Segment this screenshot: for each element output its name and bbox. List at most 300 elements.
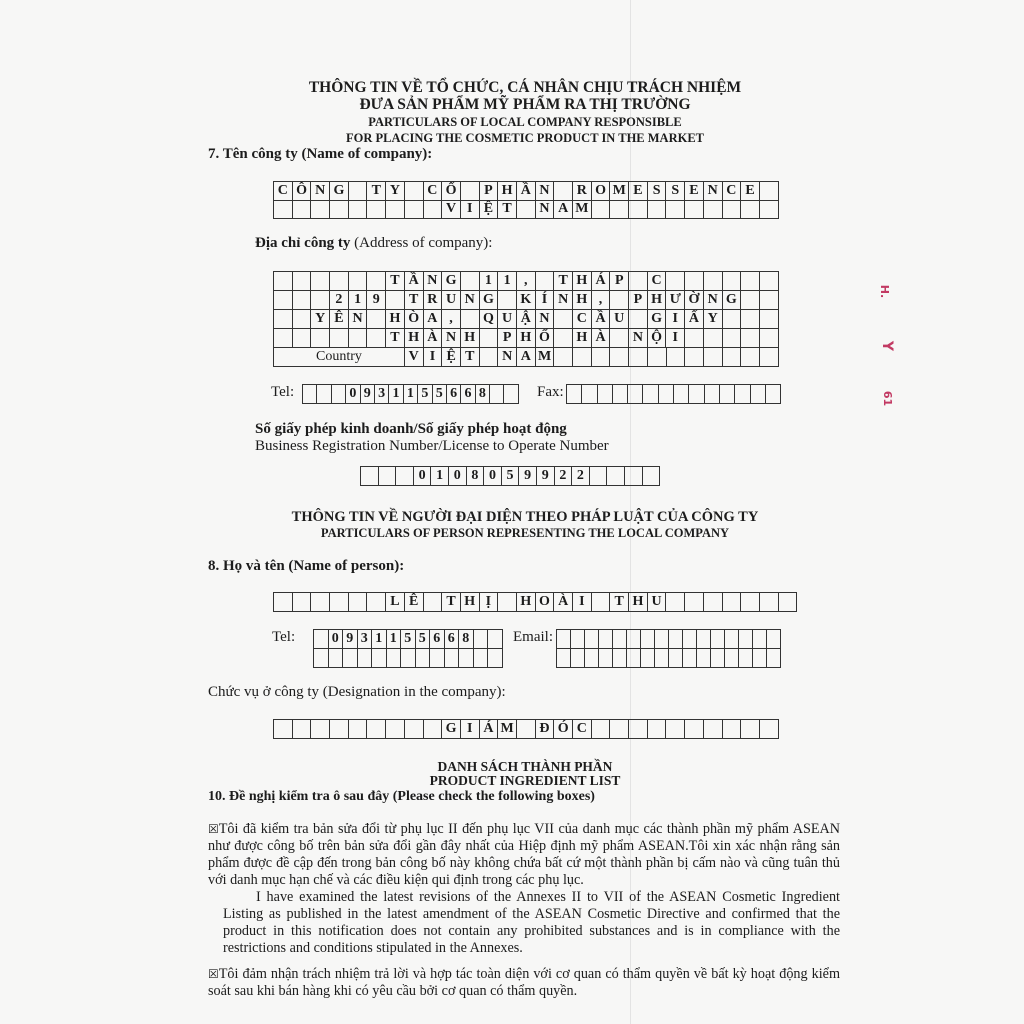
char-box[interactable]: T [610,593,629,612]
char-box[interactable]: C [573,310,592,329]
char-box[interactable]: 1 [389,385,403,404]
char-box[interactable]: N [536,182,555,201]
char-box[interactable]: 9 [343,630,358,649]
char-box[interactable]: Í [536,291,555,310]
char-box[interactable] [405,182,424,201]
char-box[interactable] [293,329,312,348]
char-box[interactable]: Ổ [442,182,461,201]
char-box[interactable] [536,272,555,291]
char-box[interactable]: N [554,291,573,310]
char-box[interactable]: H [648,291,667,310]
char-box[interactable] [610,720,629,739]
char-box[interactable] [641,649,655,668]
char-box[interactable] [685,272,704,291]
char-box[interactable] [723,310,742,329]
char-box[interactable]: 0 [346,385,360,404]
char-box[interactable] [723,720,742,739]
char-box[interactable]: 5 [416,630,431,649]
char-box[interactable] [760,593,779,612]
char-box[interactable] [643,467,661,486]
char-box[interactable]: N [629,329,648,348]
char-box[interactable] [424,720,443,739]
char-box[interactable]: H [405,329,424,348]
char-box[interactable]: 2 [555,467,573,486]
char-box[interactable] [627,649,641,668]
char-box[interactable]: T [554,272,573,291]
char-box[interactable] [648,348,667,367]
char-box[interactable]: Ị [480,593,499,612]
char-box[interactable] [711,630,725,649]
char-box[interactable] [592,201,611,220]
char-box[interactable] [424,593,443,612]
char-box[interactable] [480,329,499,348]
char-box[interactable] [674,385,689,404]
char-box[interactable] [767,649,781,668]
char-box[interactable] [554,348,573,367]
char-box[interactable]: N [704,291,723,310]
char-box[interactable]: T [442,593,461,612]
char-box[interactable] [659,385,674,404]
char-box[interactable]: H [573,272,592,291]
char-box[interactable] [416,649,431,668]
char-box[interactable]: 5 [401,630,416,649]
char-box[interactable] [386,201,405,220]
char-box[interactable] [666,720,685,739]
char-box[interactable] [648,720,667,739]
char-box[interactable] [666,593,685,612]
char-box[interactable]: H [573,329,592,348]
char-box[interactable] [613,630,627,649]
char-box[interactable] [723,593,742,612]
char-box[interactable] [705,385,720,404]
char-box[interactable]: E [741,182,760,201]
char-box[interactable] [311,329,330,348]
char-box[interactable] [498,593,517,612]
char-box[interactable] [554,329,573,348]
char-box[interactable] [372,649,387,668]
char-box[interactable] [685,329,704,348]
char-box[interactable] [760,272,779,291]
char-box[interactable] [573,348,592,367]
char-box[interactable] [367,272,386,291]
char-box[interactable]: I [666,329,685,348]
char-box[interactable] [311,272,330,291]
char-box[interactable] [349,272,368,291]
char-box[interactable] [741,201,760,220]
char-box[interactable] [741,291,760,310]
checkbox-checked-2[interactable]: ☒ [208,967,219,981]
char-box[interactable]: A [554,201,573,220]
char-box[interactable]: 0 [414,467,432,486]
char-box[interactable] [628,385,643,404]
char-box[interactable] [685,720,704,739]
char-box[interactable]: Ố [536,329,555,348]
char-box[interactable] [330,272,349,291]
char-box[interactable] [274,272,293,291]
char-box[interactable]: 8 [459,630,474,649]
char-box[interactable] [655,630,669,649]
char-box[interactable] [461,272,480,291]
char-box[interactable]: U [498,310,517,329]
char-box[interactable]: À [554,593,573,612]
char-box[interactable] [582,385,597,404]
char-box[interactable]: Y [311,310,330,329]
char-box[interactable]: A [517,348,536,367]
char-box[interactable] [760,720,779,739]
char-box[interactable]: K [517,291,536,310]
char-box[interactable] [405,201,424,220]
char-box[interactable] [641,630,655,649]
char-box[interactable] [704,720,723,739]
char-box[interactable] [598,385,613,404]
char-box[interactable] [592,720,611,739]
char-box[interactable]: 5 [502,467,520,486]
char-box[interactable] [311,720,330,739]
char-box[interactable]: 1 [498,272,517,291]
char-box[interactable] [753,649,767,668]
char-box[interactable] [723,348,742,367]
char-box[interactable]: 3 [375,385,389,404]
char-box[interactable] [332,385,346,404]
char-box[interactable]: T [405,291,424,310]
char-box[interactable] [779,593,798,612]
char-box[interactable]: Q [480,310,499,329]
char-box[interactable]: 1 [431,467,449,486]
char-box[interactable] [648,201,667,220]
char-box[interactable]: E [685,182,704,201]
char-box[interactable]: G [442,272,461,291]
char-box[interactable] [361,467,379,486]
char-box[interactable]: Ệ [442,348,461,367]
char-box[interactable] [666,272,685,291]
char-box[interactable] [405,720,424,739]
char-box[interactable] [725,630,739,649]
char-box[interactable]: Ậ [517,310,536,329]
char-box[interactable]: T [461,348,480,367]
char-box[interactable]: 6 [447,385,461,404]
char-box[interactable]: N [311,182,330,201]
char-box[interactable]: T [498,201,517,220]
char-box[interactable] [751,385,766,404]
char-box[interactable]: V [442,201,461,220]
char-box[interactable] [401,649,416,668]
char-box[interactable] [760,310,779,329]
char-box[interactable] [643,385,658,404]
char-box[interactable]: H [498,182,517,201]
char-box[interactable]: 0 [484,467,502,486]
char-box[interactable]: N [424,272,443,291]
char-box[interactable]: 9 [537,467,555,486]
char-box[interactable] [689,385,704,404]
char-box[interactable]: 5 [433,385,447,404]
char-box[interactable] [666,201,685,220]
char-box[interactable]: 1 [404,385,418,404]
char-box[interactable] [554,310,573,329]
char-box[interactable]: 9 [519,467,537,486]
char-box[interactable]: P [610,272,629,291]
char-box[interactable] [629,720,648,739]
char-box[interactable] [697,649,711,668]
char-box[interactable]: 0 [329,630,344,649]
char-box[interactable]: 3 [358,630,373,649]
char-box[interactable]: A [424,310,443,329]
char-box[interactable]: Ệ [480,201,499,220]
char-box[interactable] [571,649,585,668]
char-box[interactable] [474,630,489,649]
char-box[interactable]: 8 [467,467,485,486]
char-box[interactable]: Ầ [405,272,424,291]
char-box[interactable] [585,649,599,668]
char-box[interactable]: I [666,310,685,329]
char-box[interactable]: Ầ [517,182,536,201]
char-box[interactable]: Y [386,182,405,201]
char-box[interactable] [311,291,330,310]
char-box[interactable]: H [573,291,592,310]
char-box[interactable] [293,291,312,310]
char-box[interactable] [760,201,779,220]
char-box[interactable] [760,291,779,310]
char-box[interactable]: I [573,593,592,612]
char-box[interactable] [293,593,312,612]
char-box[interactable]: C [424,182,443,201]
char-box[interactable]: I [461,720,480,739]
char-box[interactable] [386,291,405,310]
char-box[interactable]: O [536,593,555,612]
char-box[interactable]: 6 [445,630,460,649]
char-box[interactable] [697,630,711,649]
char-box[interactable] [610,348,629,367]
char-box[interactable]: 1 [349,291,368,310]
char-box[interactable]: C [274,182,293,201]
char-box[interactable]: U [610,310,629,329]
char-box[interactable]: N [349,310,368,329]
char-box[interactable] [343,649,358,668]
char-box[interactable] [741,329,760,348]
char-box[interactable]: P [629,291,648,310]
char-box[interactable] [311,593,330,612]
char-box[interactable]: Ò [405,310,424,329]
char-box[interactable] [741,593,760,612]
char-box[interactable]: C [573,720,592,739]
char-box[interactable] [723,329,742,348]
char-box[interactable] [349,720,368,739]
char-box[interactable] [379,467,397,486]
char-box[interactable]: Ô [293,182,312,201]
char-box[interactable] [517,720,536,739]
char-box[interactable] [613,385,628,404]
char-box[interactable] [667,348,686,367]
char-box[interactable] [367,201,386,220]
char-box[interactable]: Đ [536,720,555,739]
char-box[interactable] [629,348,648,367]
char-box[interactable]: R [424,291,443,310]
char-box[interactable] [330,593,349,612]
char-box[interactable] [358,649,373,668]
char-box[interactable] [655,649,669,668]
char-box[interactable] [557,630,571,649]
char-box[interactable] [293,310,312,329]
char-box[interactable] [760,182,779,201]
char-box[interactable] [592,593,611,612]
char-box[interactable]: 1 [480,272,499,291]
char-box[interactable] [274,310,293,329]
char-box[interactable] [723,272,742,291]
char-box[interactable] [517,201,536,220]
char-box[interactable]: S [648,182,667,201]
char-box[interactable] [317,385,331,404]
char-box[interactable] [274,593,293,612]
char-box[interactable] [303,385,317,404]
char-box[interactable] [629,201,648,220]
char-box[interactable]: C [648,272,667,291]
char-box[interactable]: H [386,310,405,329]
char-box[interactable] [723,201,742,220]
char-box[interactable]: Ờ [685,291,704,310]
char-box[interactable]: N [461,291,480,310]
char-box[interactable] [396,467,414,486]
char-box[interactable] [293,272,312,291]
char-box[interactable] [367,593,386,612]
char-box[interactable]: 9 [361,385,375,404]
char-box[interactable] [274,720,293,739]
char-box[interactable] [424,201,443,220]
char-box[interactable] [554,182,573,201]
char-box[interactable]: 9 [367,291,386,310]
char-box[interactable] [329,649,344,668]
char-box[interactable]: G [480,291,499,310]
char-box[interactable] [314,649,329,668]
char-box[interactable]: H [629,593,648,612]
char-box[interactable] [683,630,697,649]
char-box[interactable]: T [367,182,386,201]
char-box[interactable]: R [573,182,592,201]
char-box[interactable] [314,630,329,649]
char-box[interactable] [735,385,750,404]
char-box[interactable]: N [536,310,555,329]
char-box[interactable]: U [442,291,461,310]
char-box[interactable] [445,649,460,668]
char-box[interactable] [669,630,683,649]
char-box[interactable]: U [648,593,667,612]
char-box[interactable]: 1 [372,630,387,649]
char-box[interactable] [739,649,753,668]
char-box[interactable] [311,201,330,220]
char-box[interactable] [613,649,627,668]
char-box[interactable]: P [498,329,517,348]
char-box[interactable]: H [517,329,536,348]
char-box[interactable]: N [704,182,723,201]
char-box[interactable]: 6 [461,385,475,404]
char-box[interactable] [330,720,349,739]
char-box[interactable] [590,467,608,486]
char-box[interactable]: S [666,182,685,201]
char-box[interactable] [711,649,725,668]
char-box[interactable] [274,201,293,220]
char-box[interactable] [488,649,503,668]
char-box[interactable]: L [386,593,405,612]
char-box[interactable] [367,329,386,348]
char-box[interactable] [741,348,760,367]
char-box[interactable] [386,720,405,739]
char-box[interactable] [349,593,368,612]
char-box[interactable]: G [442,720,461,739]
char-box[interactable] [767,630,781,649]
char-box[interactable]: N [536,201,555,220]
char-box[interactable]: H [517,593,536,612]
char-box[interactable]: Á [592,272,611,291]
char-box[interactable] [766,385,781,404]
char-box[interactable] [739,630,753,649]
char-box[interactable] [571,630,585,649]
char-box[interactable]: H [461,593,480,612]
char-box[interactable] [330,329,349,348]
char-box[interactable] [685,348,704,367]
char-box[interactable] [607,467,625,486]
char-box[interactable] [627,630,641,649]
char-box[interactable] [599,649,613,668]
char-box[interactable] [293,201,312,220]
char-box[interactable]: Ó [554,720,573,739]
char-box[interactable]: M [536,348,555,367]
char-box[interactable] [367,310,386,329]
char-box[interactable]: 5 [418,385,432,404]
char-box[interactable] [274,329,293,348]
char-box[interactable]: O [592,182,611,201]
char-box[interactable]: 2 [330,291,349,310]
char-box[interactable] [704,329,723,348]
char-box[interactable]: 6 [430,630,445,649]
char-box[interactable]: G [723,291,742,310]
char-box[interactable] [599,630,613,649]
char-box[interactable]: C [723,182,742,201]
char-box[interactable]: M [498,720,517,739]
char-box[interactable]: Ê [330,310,349,329]
char-box[interactable] [704,201,723,220]
char-box[interactable] [461,182,480,201]
char-box[interactable]: H [461,329,480,348]
char-box[interactable]: M [610,182,629,201]
char-box[interactable]: , [592,291,611,310]
char-box[interactable] [490,385,504,404]
char-box[interactable] [669,649,683,668]
char-box[interactable] [459,649,474,668]
char-box[interactable]: M [573,201,592,220]
char-box[interactable] [349,201,368,220]
char-box[interactable] [704,348,723,367]
char-box[interactable] [387,649,402,668]
char-box[interactable]: 1 [387,630,402,649]
char-box[interactable] [488,630,503,649]
char-box[interactable]: G [330,182,349,201]
char-box[interactable] [367,720,386,739]
char-box[interactable] [741,310,760,329]
char-box[interactable] [685,201,704,220]
char-box[interactable]: 0 [449,467,467,486]
char-box[interactable] [610,329,629,348]
char-box[interactable]: 2 [572,467,590,486]
char-box[interactable]: P [480,182,499,201]
char-box[interactable] [741,720,760,739]
char-box[interactable]: Ộ [648,329,667,348]
char-box[interactable] [585,630,599,649]
char-box[interactable]: V [405,348,424,367]
char-box[interactable] [610,201,629,220]
char-box[interactable]: Ầ [592,310,611,329]
char-box[interactable] [753,630,767,649]
char-box[interactable]: , [517,272,536,291]
char-box[interactable] [725,649,739,668]
char-box[interactable] [741,272,760,291]
